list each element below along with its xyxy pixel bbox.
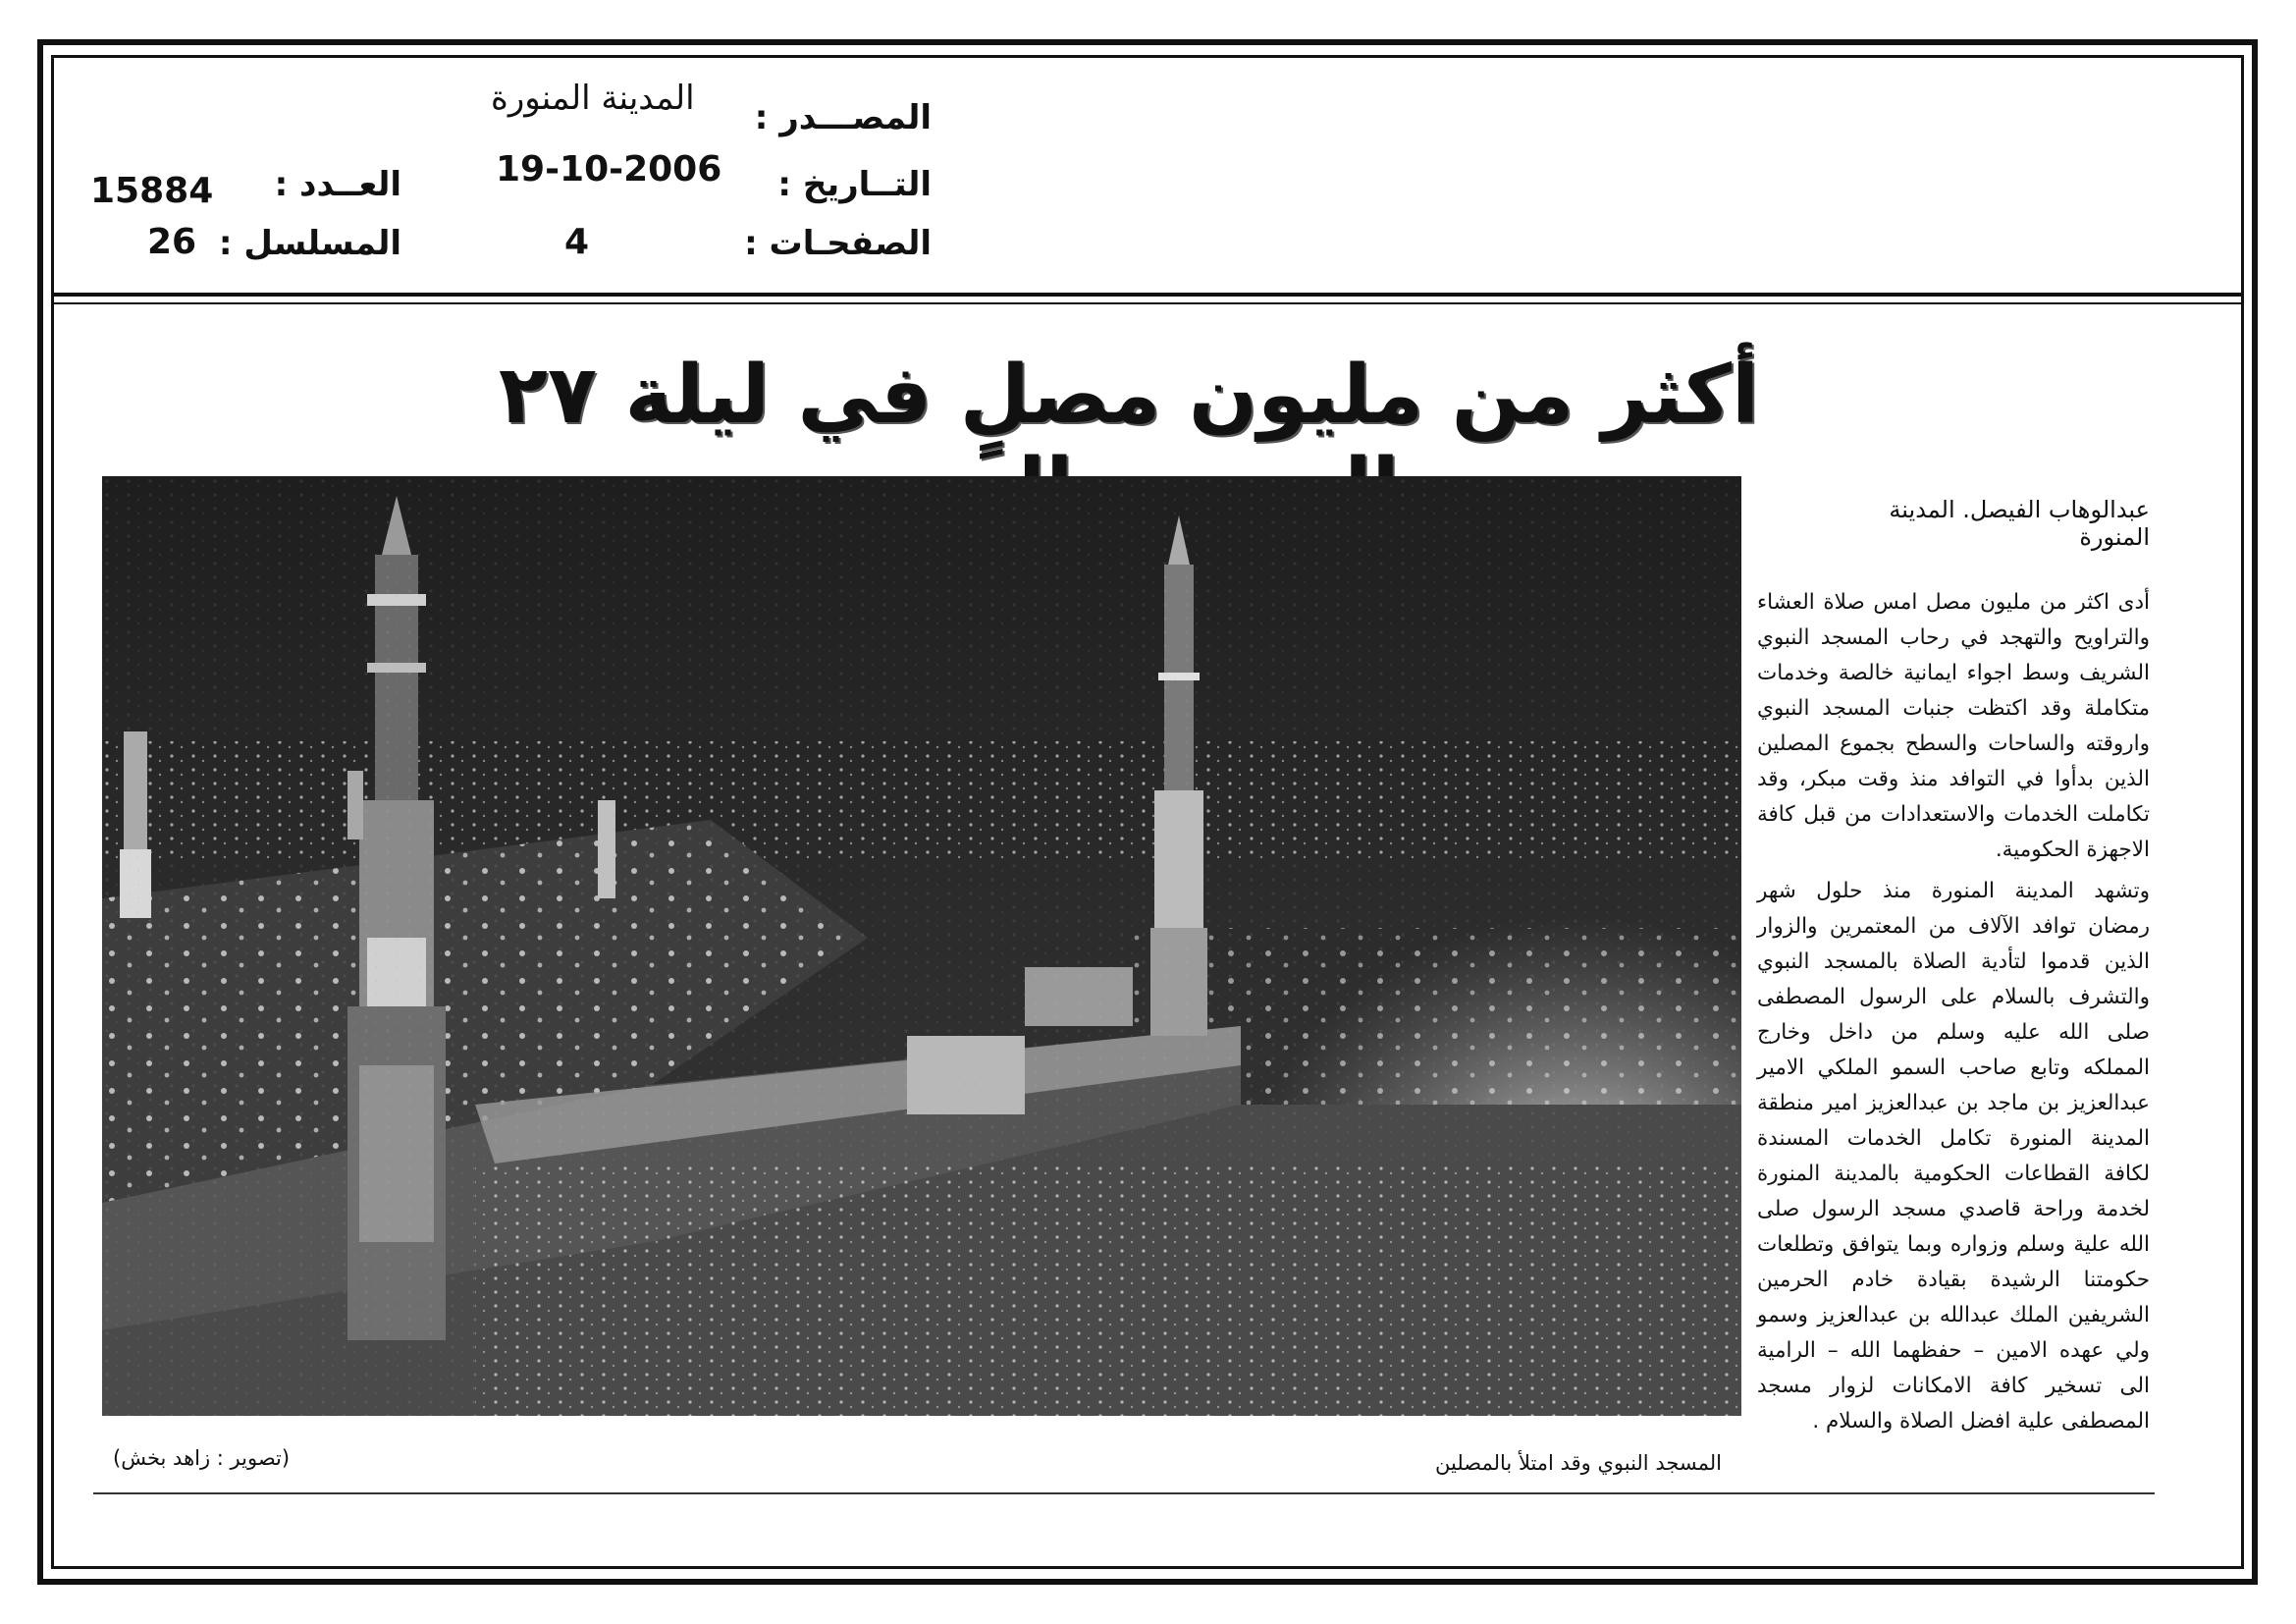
header-divider	[51, 293, 2244, 297]
photo-caption: المسجد النبوي وقد امتلأ بالمصلين	[1435, 1451, 1723, 1475]
mosque-photo	[102, 476, 1741, 1416]
date-value: 19-10-2006	[496, 149, 722, 189]
pages-label: الصفحـات :	[744, 224, 932, 263]
issue-value: 15884	[90, 171, 214, 211]
pages-value: 4	[564, 222, 590, 262]
article-body	[1757, 585, 2150, 1439]
article-byline: عبدالوهاب الفيصل. المدينة المنورة	[1889, 496, 2150, 551]
date-label: التــاريخ :	[777, 165, 932, 204]
source-label: المصـــدر :	[754, 98, 932, 137]
article-paragraph: وتشهد المدينة المنورة منذ حلول شهر رمضان توافد الآلاف من المعتمرين والزوار الذين قدموا لتأدية الصلاة بالمسجد النبوي والتشرف بالسلام على الرسول المصطفى صلى الله عليه وسلم من داخل وخارج المملكه وتابع صاحب السمو الملكي الامير عبدالعزيز بن ماجد بن عبدالعزيز امير منطقة المدينة المنورة تكامل الخدمات المسندة لكافة القطاعات الحكومية بالمدينة المنورة لخدمة وراحة قاصدي مسجد الرسول صلى الله علية وسلم وزواره وبما يتوافق وتطلعات حكومتنا الرشيدة بقيادة خادم الحرمين الشريفين الملك عبدالله بن عبدالعزيز وسمو ولي عهده الامين – حفظهما الله – الرامية الى تسخير كافة الامكانات لزوار مسجد المصطفى علية افضل الصلاة والسلام .	[1757, 879, 2150, 1434]
serial-value: 26	[147, 222, 197, 262]
issue-label: العــدد :	[274, 165, 401, 204]
header-divider-thin	[51, 302, 2244, 304]
article-headline: أكثر من مليون مصلٍ في ليلة ٢٧	[498, 349, 1760, 442]
footer-rule	[93, 1492, 2155, 1494]
photo-credit: (تصوير : زاهد بخش)	[113, 1446, 291, 1470]
source-value: المدينة المنورة	[491, 79, 695, 118]
article-paragraph: أدى اكثر من مليون مصل امس صلاة العشاء والتراويح والتهجد في رحاب المسجد النبوي الشريف وسط اجواء ايمانية خالصة وخدمات متكاملة وقد اكتظت جنبات المسجد النبوي واروقته والساحات والسطح بجموع المصلين الذين بدأوا في التوافد منذ وقت مبكر، وقد تكاملت الخدمات والاستعدادات من قبل كافة الاجهزة الحكومية.	[1757, 590, 2150, 862]
serial-label: المسلسل :	[218, 224, 401, 263]
